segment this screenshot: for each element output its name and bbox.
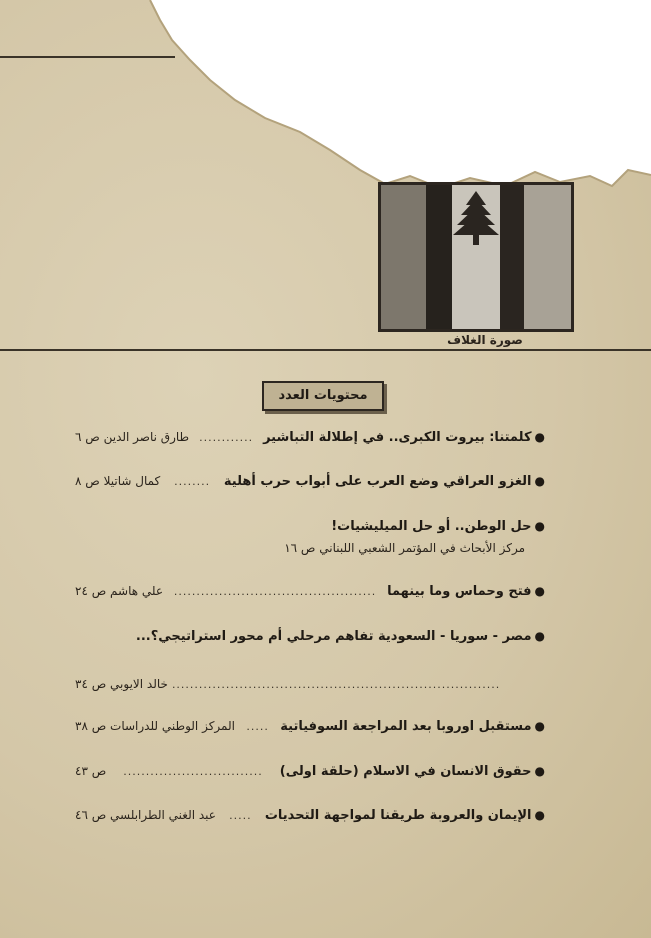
toc-item[interactable] (75, 808, 545, 823)
toc-item-author: كمال شاتيلا ص ٨ (75, 474, 161, 488)
toc-item-title: الغزو العراقي وضع العرب على أبواب حرب أهلية (223, 474, 532, 489)
bullet-icon: ● (534, 764, 545, 778)
toc-item-title: مستقبل اوروبا بعد المراجعة السوفياتية (280, 719, 532, 734)
toc-item[interactable] (75, 764, 545, 779)
leader-dots: ............................... (123, 765, 263, 778)
leader-dots: ............................................. (173, 585, 377, 598)
toc-item-author: علي هاشم ص ٢٤ (75, 584, 164, 598)
cover-caption: صورة الغلاف (447, 333, 523, 347)
bullet-icon: ● (534, 719, 545, 733)
toc-item-author: ص ٤٣ (75, 764, 107, 778)
toc-item[interactable] (75, 719, 545, 734)
leader-dots: ......................................................................... (171, 678, 501, 691)
toc-item-title: كلمتنا: بيروت الكبرى.. في إطلالة التباشير (263, 430, 532, 445)
toc-item[interactable] (75, 629, 545, 644)
toc-item-title: فتح وحماس وما بينهما (387, 584, 532, 599)
toc-item[interactable] (75, 474, 545, 489)
bullet-icon: ● (534, 474, 545, 488)
toc-item-title: حقوق الانسان في الاسلام (حلقة اولى) (279, 764, 532, 779)
toc-item-title: مصر - سوريا - السعودية تفاهم مرحلي أم محور استراتيجي؟... (135, 629, 532, 644)
bullet-icon: ● (534, 629, 545, 643)
cover-photo (378, 182, 574, 332)
toc-item-title: الإيمان والعروبة طريقنا لمواجهة التحديات (264, 808, 532, 823)
toc-item-author: خالد الايوبي ص ٣٤ (75, 677, 168, 691)
toc-item[interactable] (75, 430, 545, 445)
toc-item-continuation[interactable] (75, 677, 545, 691)
toc-heading: محتويات العدد (262, 381, 384, 411)
leader-dots: ............ (199, 431, 254, 444)
bullet-icon: ● (534, 430, 545, 444)
leader-dots: ........ (174, 475, 211, 488)
toc-item[interactable] (75, 519, 545, 534)
bullet-icon: ● (534, 808, 545, 822)
leader-dots: ..... (246, 720, 269, 733)
toc-item-author: طارق ناصر الدين ص ٦ (75, 430, 190, 444)
bullet-icon: ● (534, 519, 545, 533)
section-rule (0, 349, 651, 351)
top-rule (0, 56, 175, 58)
bullet-icon: ● (534, 584, 545, 598)
toc-item-title: حل الوطن.. أو حل الميليشيات! (331, 519, 532, 534)
toc-item-author: عبد الغني الطرابلسي ص ٤٦ (75, 808, 216, 822)
lebanese-flag-image (381, 185, 571, 329)
toc-item-subtitle: مركز الأبحاث في المؤتمر الشعبي اللبناني ص ١٦ (284, 541, 525, 555)
leader-dots: ..... (229, 809, 252, 822)
toc-item-author: المركز الوطني للدراسات ص ٣٨ (75, 719, 235, 733)
toc-item[interactable] (75, 584, 545, 599)
